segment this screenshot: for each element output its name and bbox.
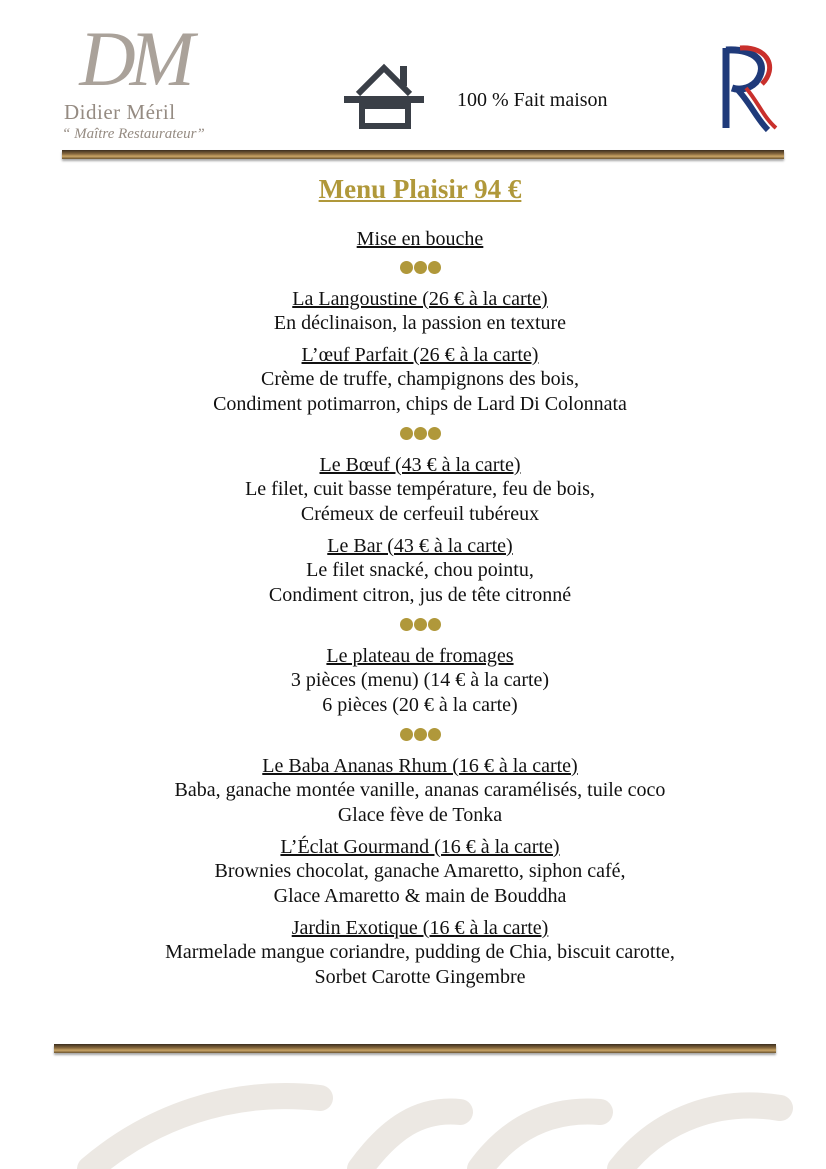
course-line: Crème de truffe, champignons des bois, <box>261 368 579 390</box>
course-bar <box>0 534 826 608</box>
course-line: En déclinaison, la passion en texture <box>273 312 567 334</box>
didier-meril-logo <box>44 15 224 148</box>
course-line: 6 pièces (20 € à la carte) <box>322 694 518 716</box>
course-title: La Langoustine (26 € à la carte) <box>292 288 548 310</box>
course-line: Sorbet Carotte Gingembre <box>314 966 526 988</box>
menu <box>0 170 826 997</box>
course-line: Baba, ganache montée vanille, ananas caramélisés, tuile coco <box>174 779 666 801</box>
top-divider <box>62 150 784 159</box>
course-line: Condiment potimarron, chips de Lard Di Colonnata <box>213 393 627 415</box>
separator-dot <box>400 618 413 631</box>
separator-dot <box>428 261 441 274</box>
course-line: Le filet snacké, chou pointu, <box>306 559 534 581</box>
course-title: Le Baba Ananas Rhum (16 € à la carte) <box>262 755 578 777</box>
course-fromages <box>0 644 826 718</box>
course-boeuf <box>0 453 826 527</box>
separator-dot <box>428 427 441 440</box>
maitre-restaurateur-logo <box>712 42 778 134</box>
separator-dot <box>414 728 427 741</box>
separator-dot <box>400 728 413 741</box>
course-line: Brownies chocolat, ganache Amaretto, siphon café, <box>214 860 626 882</box>
course-title: Le Bœuf (43 € à la carte) <box>319 454 521 476</box>
section-separator <box>0 427 826 441</box>
amuse-bouche-title: Mise en bouche <box>356 228 484 250</box>
logo-title: “ Maître Restaurateur” <box>62 126 205 142</box>
course-line: 3 pièces (menu) (14 € à la carte) <box>290 669 550 691</box>
course-baba <box>0 754 826 828</box>
course-title: Le plateau de fromages <box>326 645 514 667</box>
monogram-watermark <box>60 1078 800 1169</box>
course-title: L’œuf Parfait (26 € à la carte) <box>301 344 539 366</box>
course-oeuf-parfait <box>0 343 826 417</box>
course-line: Crémeux de cerfeuil tubéreux <box>300 503 540 525</box>
separator-dot <box>414 427 427 440</box>
course-eclat-gourmand <box>0 835 826 909</box>
course-jardin-exotique <box>0 916 826 990</box>
section-separator <box>0 618 826 632</box>
course-line: Marmelade mangue coriandre, pudding de Chia, biscuit carotte, <box>165 941 675 963</box>
course-line: Le filet, cuit basse température, feu de bois, <box>245 478 595 500</box>
bottom-divider <box>54 1044 776 1053</box>
menu-title: Menu Plaisir 94 € <box>318 174 522 204</box>
separator-dot <box>414 261 427 274</box>
course-line: Glace Amaretto & main de Bouddha <box>273 885 567 907</box>
course-title: Jardin Exotique (16 € à la carte) <box>291 917 549 939</box>
section-separator <box>0 261 826 275</box>
course-line: Glace fève de Tonka <box>337 804 503 826</box>
separator-dot <box>428 618 441 631</box>
separator-dot <box>400 427 413 440</box>
separator-dot <box>428 728 441 741</box>
course-line: Condiment citron, jus de tête citronné <box>268 584 572 606</box>
course-title: L’Éclat Gourmand (16 € à la carte) <box>280 836 560 858</box>
header <box>0 0 826 165</box>
section-separator <box>0 728 826 742</box>
course-langoustine <box>0 287 826 336</box>
logo-monogram: DM <box>79 15 189 102</box>
separator-dot <box>414 618 427 631</box>
logo-name: Didier Méril <box>64 100 176 124</box>
course-title: Le Bar (43 € à la carte) <box>327 535 513 557</box>
tagline: 100 % Fait maison <box>457 89 608 111</box>
separator-dot <box>400 261 413 274</box>
house-icon <box>342 56 426 132</box>
